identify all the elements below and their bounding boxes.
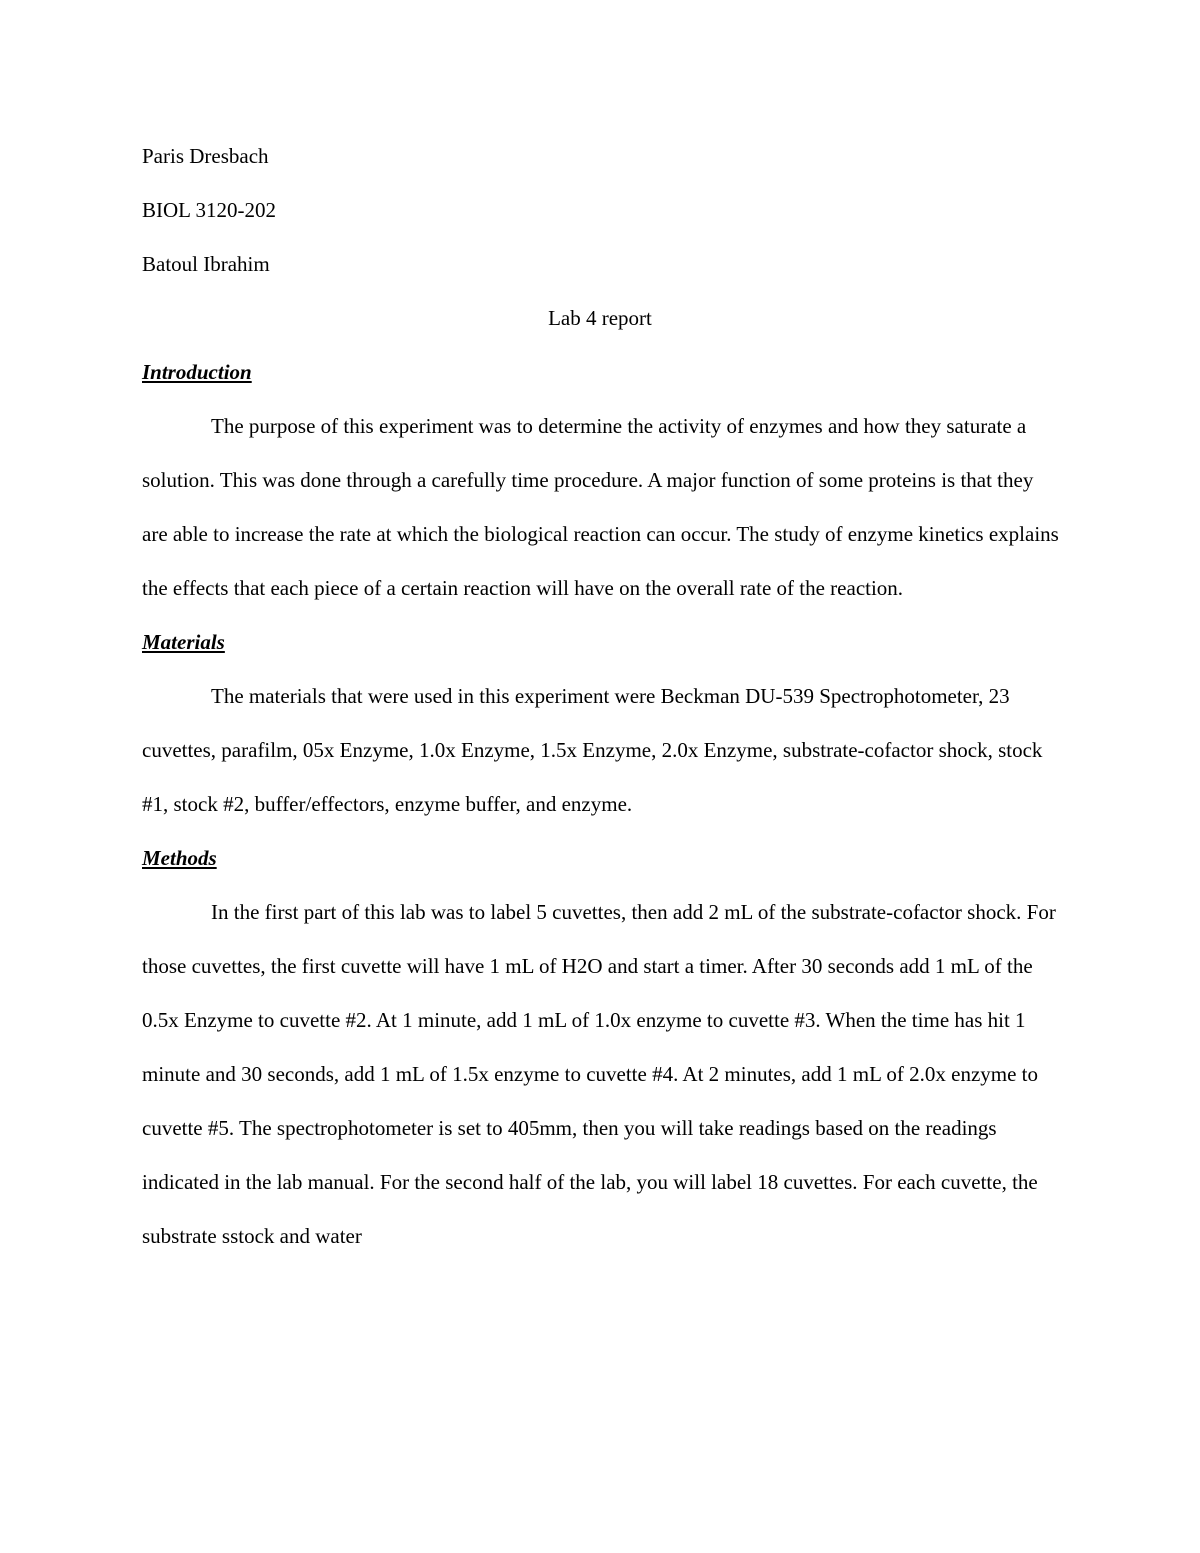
- methods-paragraph: In the first part of this lab was to label 5 cuvettes, then add 2 mL of the substrate-cofactor shock. For those cuvettes, the first cuvette will have 1 mL of H2O and start a timer. After 30 seconds add 1 mL of the 0.5x Enzyme to cuvette #2. At 1 minute, add 1 mL of 1.0x enzyme to cuvette #3. When the time has hit 1 minute and 30 seconds, add 1 mL of 1.5x enzyme to cuvette #4. At 2 minutes, add 1 mL of 2.0x enzyme to cuvette #5. The spectrophotometer is set to 405mm, then you will take readings based on the readings indicated in the lab manual. For the second half of the lab, you will label 18 cuvettes. For each cuvette, the substrate sstock and water: [142, 900, 1056, 1248]
- methods-heading: Methods: [142, 846, 217, 870]
- report-title: Lab 4 report: [548, 306, 652, 330]
- document-content: [142, 129, 1062, 1263]
- author-name: Paris Dresbach: [142, 144, 269, 168]
- materials-paragraph: The materials that were used in this experiment were Beckman DU-539 Spectrophotometer, 23 cuvettes, parafilm, 05x Enzyme, 1.0x Enzyme, 1.5x Enzyme, 2.0x Enzyme, substrate-cofactor shock, stock #1, stock #2, buffer/effectors, enzyme buffer, and enzyme.: [142, 684, 1043, 816]
- materials-heading: Materials: [142, 630, 225, 654]
- instructor-name: Batoul Ibrahim: [142, 252, 270, 276]
- introduction-paragraph: The purpose of this experiment was to determine the activity of enzymes and how they saturate a solution. This was done through a carefully time procedure. A major function of some proteins is that they are able to increase the rate at which the biological reaction can occur. The study of enzyme kinetics explains the effects that each piece of a certain reaction will have on the overall rate of the reaction.: [142, 414, 1059, 600]
- introduction-heading: Introduction: [142, 360, 252, 384]
- course-code: BIOL 3120-202: [142, 198, 276, 222]
